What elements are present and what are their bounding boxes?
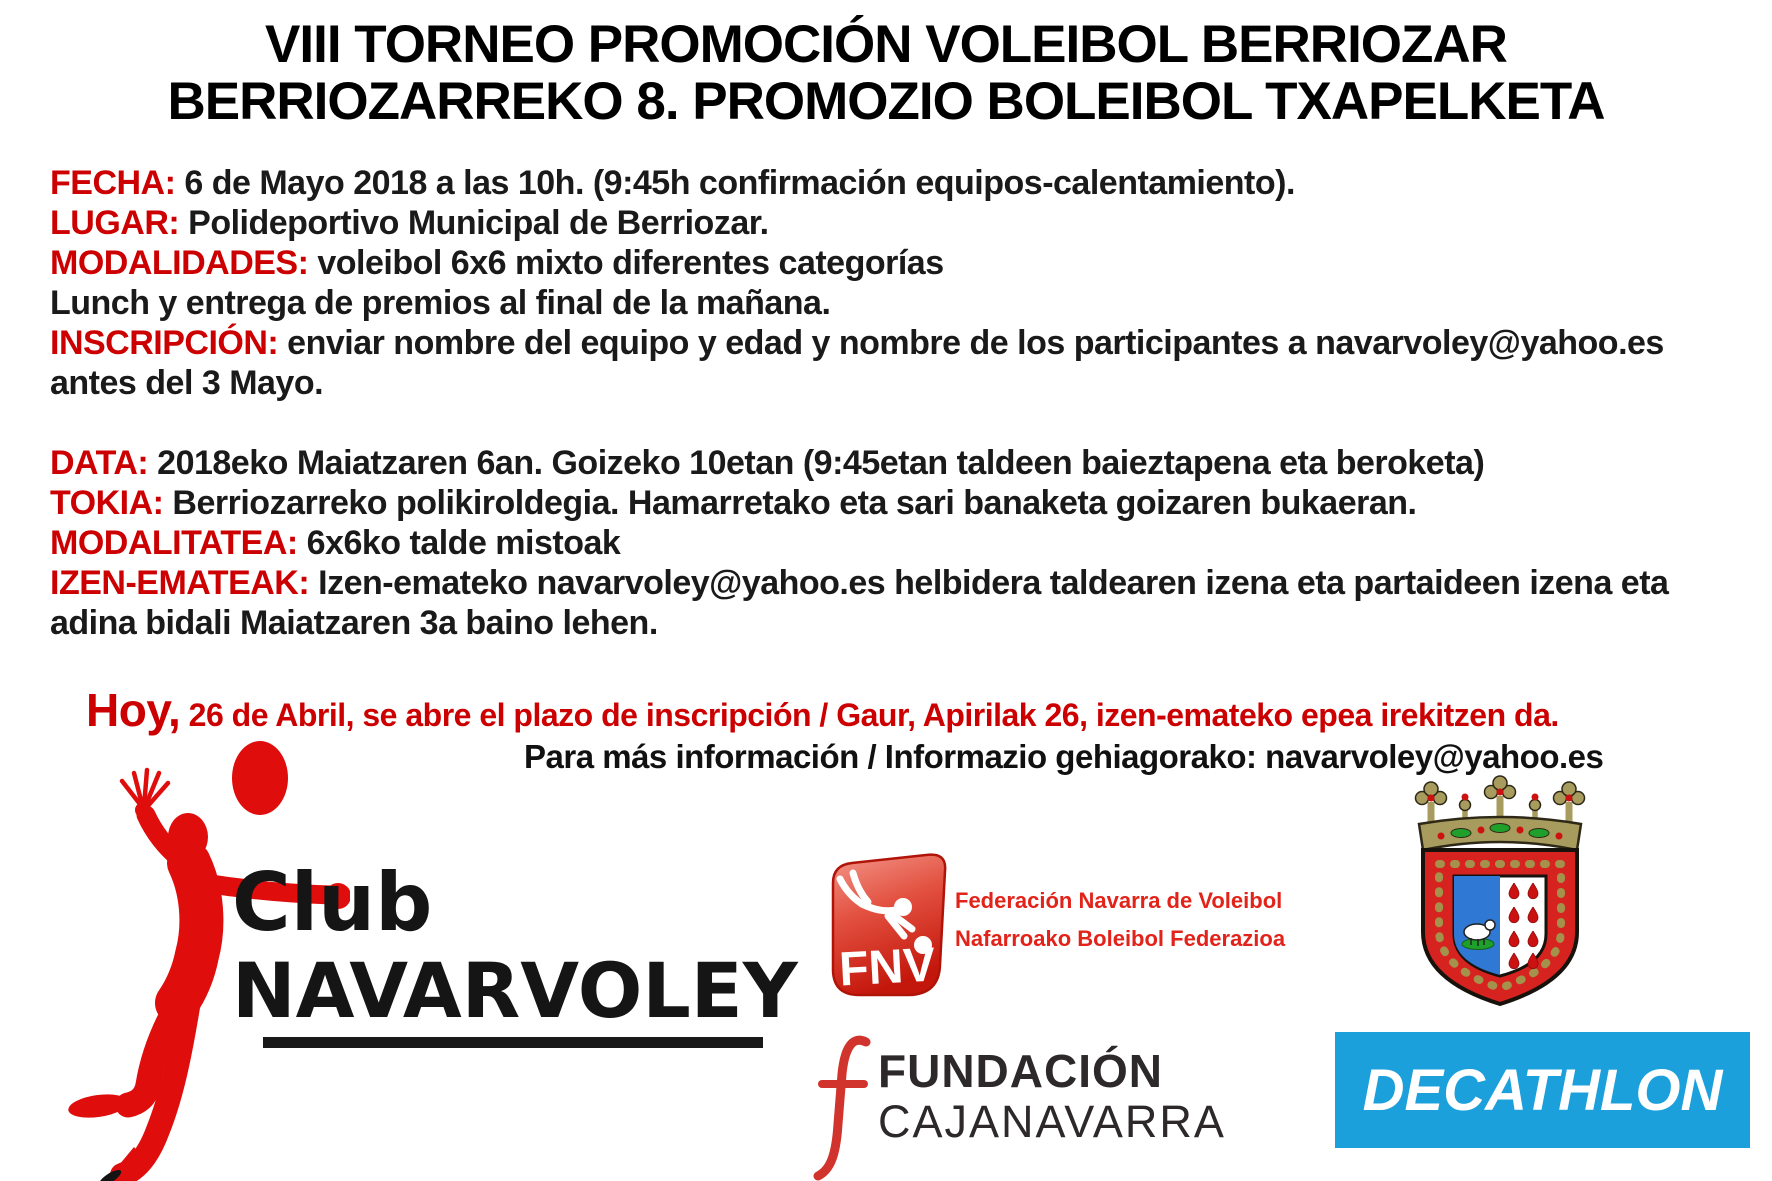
announcement-lead: Hoy,	[86, 684, 181, 736]
fundacion-line1: FUNDACIÓN	[878, 1045, 1163, 1097]
field-value: Berriozarreko polikiroldegia. Hamarretako eta sari banaketa goizaren bukaeran.	[163, 484, 1417, 522]
field-label: MODALIDADES:	[50, 244, 309, 282]
field-value: 6x6ko talde mistoak	[297, 524, 621, 562]
volleyball-icon	[232, 741, 288, 815]
berriozar-coat-of-arms-icon	[1383, 772, 1617, 1008]
page-title	[0, 16, 1772, 130]
field-value: 6 de Mayo 2018 a las 10h. (9:45h confirmación equipos-calentamiento).	[175, 164, 1295, 202]
fnv-badge	[822, 853, 954, 1003]
announcement-rest: 26 de Abril, se abre el plazo de inscripción / Gaur, Apirilak 26, izen-emateko epea irekitzen da.	[180, 697, 1559, 733]
fundacion-wordmark	[878, 1044, 1226, 1146]
field-label: INSCRIPCIÓN:	[50, 324, 279, 362]
field-label: IZEN-EMATEAK:	[50, 564, 310, 602]
decathlon-wordmark: DECATHLON	[1362, 1057, 1723, 1123]
info-line	[50, 563, 1668, 603]
field-label: MODALITATEA:	[50, 524, 298, 562]
info-line	[50, 523, 1668, 563]
more-info-line: Para más información / Informazio gehiagorako: navarvoley@yahoo.es	[524, 738, 1604, 775]
fnv-abbr: FNV	[837, 938, 937, 997]
script-f-icon	[810, 1032, 874, 1181]
info-line	[50, 603, 1668, 643]
info-line	[50, 283, 1664, 323]
title-line-eu: BERRIOZARREKO 8. PROMOZIO BOLEIBOL TXAPELKETA	[167, 72, 1605, 131]
field-value: Izen-emateko navarvoley@yahoo.es helbidera taldearen izena eta partaideen izena eta	[309, 564, 1669, 602]
info-block-basque	[50, 443, 1668, 643]
info-line	[50, 443, 1668, 483]
navarvoley-logo-line2: NAVARVOLEY	[232, 946, 798, 1035]
navarvoley-logo-line1: Club	[232, 856, 433, 949]
field-value: 2018eko Maiatzaren 6an. Goizeko 10etan (9:45etan taldeen baieztapena eta beroketa)	[148, 444, 1485, 482]
field-value: enviar nombre del equipo y edad y nombre de los participantes a navarvoley@yahoo.es	[278, 324, 1664, 362]
info-block-spanish	[50, 163, 1664, 403]
fnv-name-es: Federación Navarra de Voleibol	[955, 888, 1283, 913]
info-line	[50, 243, 1664, 283]
navarvoley-underline	[263, 1037, 763, 1048]
field-value: adina bidali Maiatzaren 3a baino lehen.	[50, 604, 658, 642]
field-label: LUGAR:	[50, 204, 180, 242]
info-line	[50, 323, 1664, 363]
title-line-es: VIII TORNEO PROMOCIÓN VOLEIBOL BERRIOZAR	[265, 15, 1507, 74]
field-value: Polideportivo Municipal de Berriozar.	[179, 204, 769, 242]
info-line	[50, 203, 1664, 243]
field-label: FECHA:	[50, 164, 176, 202]
info-line	[50, 363, 1664, 403]
decathlon-logo	[1335, 1032, 1750, 1148]
info-line	[50, 483, 1668, 523]
field-value: antes del 3 Mayo.	[50, 364, 324, 402]
field-label: DATA:	[50, 444, 149, 482]
fnv-federation-name	[955, 882, 1285, 958]
info-line	[50, 163, 1664, 203]
fundacion-line2: CAJANAVARRA	[878, 1096, 1226, 1147]
field-value: voleibol 6x6 mixto diferentes categorías	[308, 244, 944, 282]
field-label: TOKIA:	[50, 484, 164, 522]
field-value: Lunch y entrega de premios al final de la mañana.	[50, 284, 831, 322]
fnv-name-eu: Nafarroako Boleibol Federazioa	[955, 926, 1286, 951]
